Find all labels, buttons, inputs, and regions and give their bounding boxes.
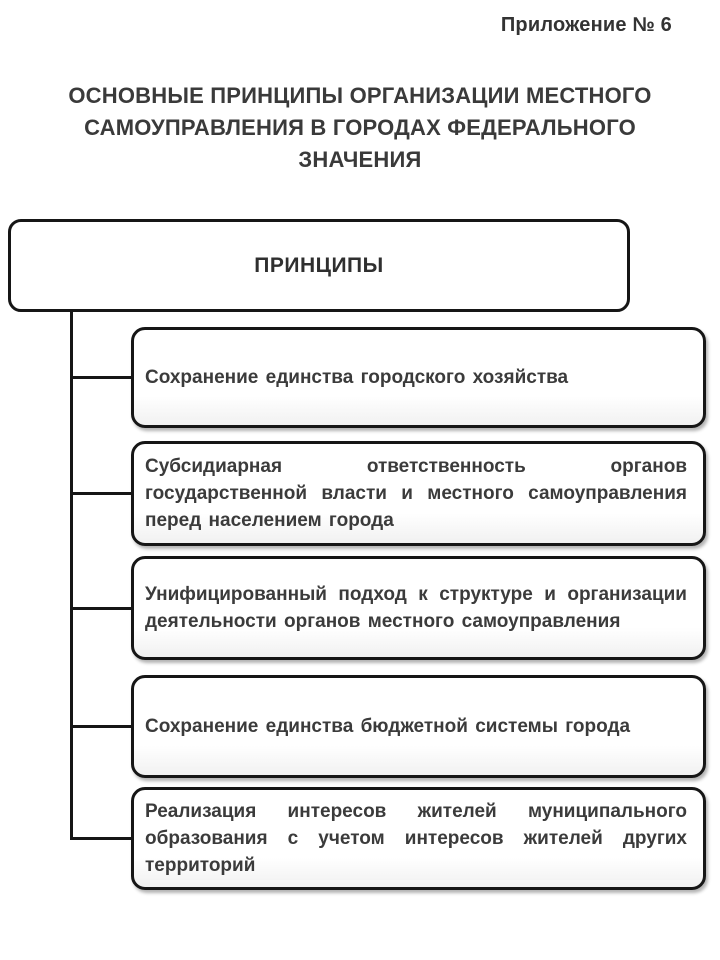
connector-tick [70, 492, 133, 495]
root-node-principles [8, 219, 630, 312]
principle-node [131, 675, 706, 778]
connector-tick [70, 837, 133, 840]
appendix-label: Приложение № 6 [500, 14, 672, 36]
principle-text: Унифицированный подход к структуре и организации деятельности органов местного самоуправления [145, 584, 687, 632]
connector-trunk [70, 311, 73, 839]
connector-tick [70, 376, 133, 379]
page-title: ОСНОВНЫЕ ПРИНЦИПЫ ОРГАНИЗАЦИИ МЕСТНОГО САМОУПРАВЛЕНИЯ В ГОРОДАХ ФЕДЕРАЛЬНОГО ЗНАЧЕНИЯ [68, 83, 652, 172]
principle-text: Субсидиарная ответственность органов государственной власти и местного самоуправления перед населением города [145, 456, 687, 531]
principle-node [131, 556, 706, 660]
principle-node [131, 787, 706, 890]
root-node-label: ПРИНЦИПЫ [254, 253, 384, 277]
principle-text: Сохранение единства бюджетной системы города [145, 716, 631, 737]
connector-tick [70, 607, 133, 610]
connector-tick [70, 725, 133, 728]
principle-text: Реализация интересов жителей муниципального образования с учетом интересов жителей других территорий [145, 801, 687, 876]
principle-node [131, 441, 706, 546]
principle-node [131, 327, 706, 428]
principle-text: Сохранение единства городского хозяйства [145, 367, 569, 388]
